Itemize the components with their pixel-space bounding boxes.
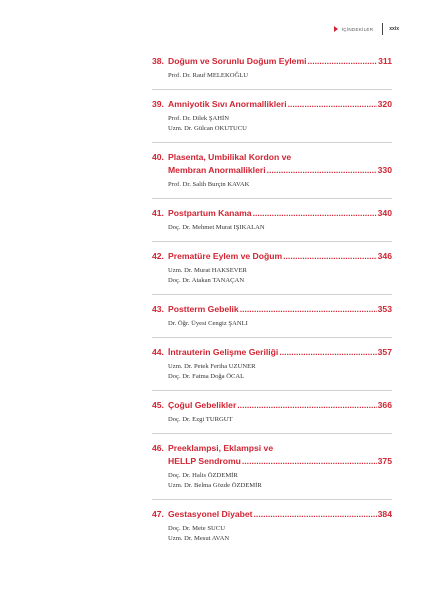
entry-title-line (152, 55, 392, 68)
author-list (152, 223, 392, 233)
toc-entry-41[interactable] (152, 207, 392, 242)
author: Prof. Dr. Salih Burçin KAVAK (168, 181, 250, 188)
author-list (152, 71, 392, 81)
chapter-number: 47. (152, 509, 164, 519)
chapter-number: 41. (152, 208, 164, 218)
chapter-title: Amniyotik Sıvı Anormallikleri (168, 99, 287, 109)
entry-title-line-2 (152, 164, 392, 177)
chapter-title: Membran Anormallikleri (168, 165, 266, 175)
author-list (152, 180, 392, 190)
author: Doç. Dr. Mete SUCU (168, 525, 225, 532)
chapter-page: 340 (377, 208, 392, 218)
header-page-number: xxix (389, 26, 399, 32)
entry-title-line (152, 207, 392, 220)
leader-dots (283, 250, 377, 263)
entry-title-line (152, 250, 392, 263)
author: Doç. Dr. Fatma Doğa ÖCAL (168, 373, 245, 380)
header-section-name: İÇİNDEKİLER (341, 26, 374, 32)
author: Prof. Dr. Rauf MELEKOĞLU (168, 72, 249, 79)
toc-entry-38[interactable] (152, 55, 392, 90)
table-of-contents (152, 55, 392, 560)
entry-title-line-1 (152, 151, 392, 164)
author-list (152, 415, 392, 425)
chapter-page: 320 (377, 99, 392, 109)
chapter-page: 357 (377, 347, 392, 357)
chapter-title: İntrauterin Gelişme Geriliği (168, 347, 279, 357)
chapter-title: Doğum ve Sorunlu Doğum Eylemi (168, 56, 307, 66)
chapter-page: 366 (377, 400, 392, 410)
author: Uzm. Dr. Gülcan OKUTUCU (168, 125, 247, 132)
author: Prof. Dr. Dilek ŞAHİN (168, 115, 229, 122)
header-divider (382, 23, 383, 35)
entry-title-line (152, 346, 392, 359)
leader-dots (253, 207, 377, 220)
leader-dots (242, 455, 377, 468)
entry-title-line (152, 303, 392, 316)
chapter-title: Postterm Gebelik (168, 304, 239, 314)
chapter-title: HELLP Sendromu (168, 456, 241, 466)
author: Uzm. Dr. Belma Gözde ÖZDEMİR (168, 482, 262, 489)
author-list (152, 266, 392, 286)
author: Doç. Dr. Ezgi TURGUT (168, 416, 233, 423)
author: Uzm. Dr. Murat HAKSEVER (168, 267, 247, 274)
chapter-number: 39. (152, 99, 164, 109)
chapter-page: 330 (377, 165, 392, 175)
entry-title-line (152, 508, 392, 521)
chapter-number: 42. (152, 251, 164, 261)
leader-dots (307, 55, 377, 68)
leader-dots (237, 399, 376, 412)
toc-entry-45[interactable] (152, 399, 392, 434)
leader-dots (240, 303, 377, 316)
chapter-number: 43. (152, 304, 164, 314)
chapter-page: 384 (377, 509, 392, 519)
toc-entry-43[interactable] (152, 303, 392, 338)
chapter-page: 346 (377, 251, 392, 261)
author: Dr. Öğr. Üyesi Cengiz ŞANLI (168, 320, 248, 327)
author: Doç. Dr. Mehmet Murat IŞIKALAN (168, 224, 265, 231)
author: Doç. Dr. Atakan TANAÇAN (168, 277, 245, 284)
author: Doç. Dr. Halis ÖZDEMİR (168, 472, 238, 479)
chapter-number: 40. (152, 152, 164, 162)
toc-entry-44[interactable] (152, 346, 392, 391)
chapter-page: 311 (378, 56, 392, 66)
chapter-title-part-1: Plasenta, Umbilikal Kordon ve (168, 152, 292, 162)
running-header (334, 22, 399, 36)
chapter-page: 375 (377, 456, 392, 466)
entry-title-line-2 (152, 455, 392, 468)
chapter-title-part-1: Preeklampsi, Eklampsi ve (168, 443, 274, 453)
chapter-number: 45. (152, 400, 164, 410)
author-list (152, 524, 392, 544)
author: Uzm. Dr. Petek Feriha UZUNER (168, 363, 256, 370)
toc-entry-47[interactable] (152, 508, 392, 552)
chapter-title: Prematüre Eylem ve Doğum (168, 251, 283, 261)
chapter-number: 46. (152, 443, 164, 453)
author-list (152, 362, 392, 382)
author-list (152, 114, 392, 134)
leader-dots (267, 164, 377, 177)
chapter-number: 44. (152, 347, 164, 357)
author-list (152, 471, 392, 491)
author-list (152, 319, 392, 329)
chapter-title: Gestasyonel Diyabet (168, 509, 253, 519)
chapter-number: 38. (152, 56, 164, 66)
entry-title-line (152, 399, 392, 412)
toc-entry-46[interactable] (152, 442, 392, 500)
leader-dots (254, 508, 377, 521)
chapter-title: Postpartum Kanama (168, 208, 252, 218)
toc-entry-42[interactable] (152, 250, 392, 295)
leader-dots (288, 98, 377, 111)
leader-dots (279, 346, 376, 359)
toc-entry-39[interactable] (152, 98, 392, 143)
author: Uzm. Dr. Mesut AVAN (168, 535, 230, 542)
toc-entry-40[interactable] (152, 151, 392, 199)
triangle-marker-icon (334, 26, 338, 32)
chapter-page: 353 (377, 304, 392, 314)
entry-title-line (152, 98, 392, 111)
entry-title-line-1 (152, 442, 392, 455)
chapter-title: Çoğul Gebelikler (168, 400, 237, 410)
